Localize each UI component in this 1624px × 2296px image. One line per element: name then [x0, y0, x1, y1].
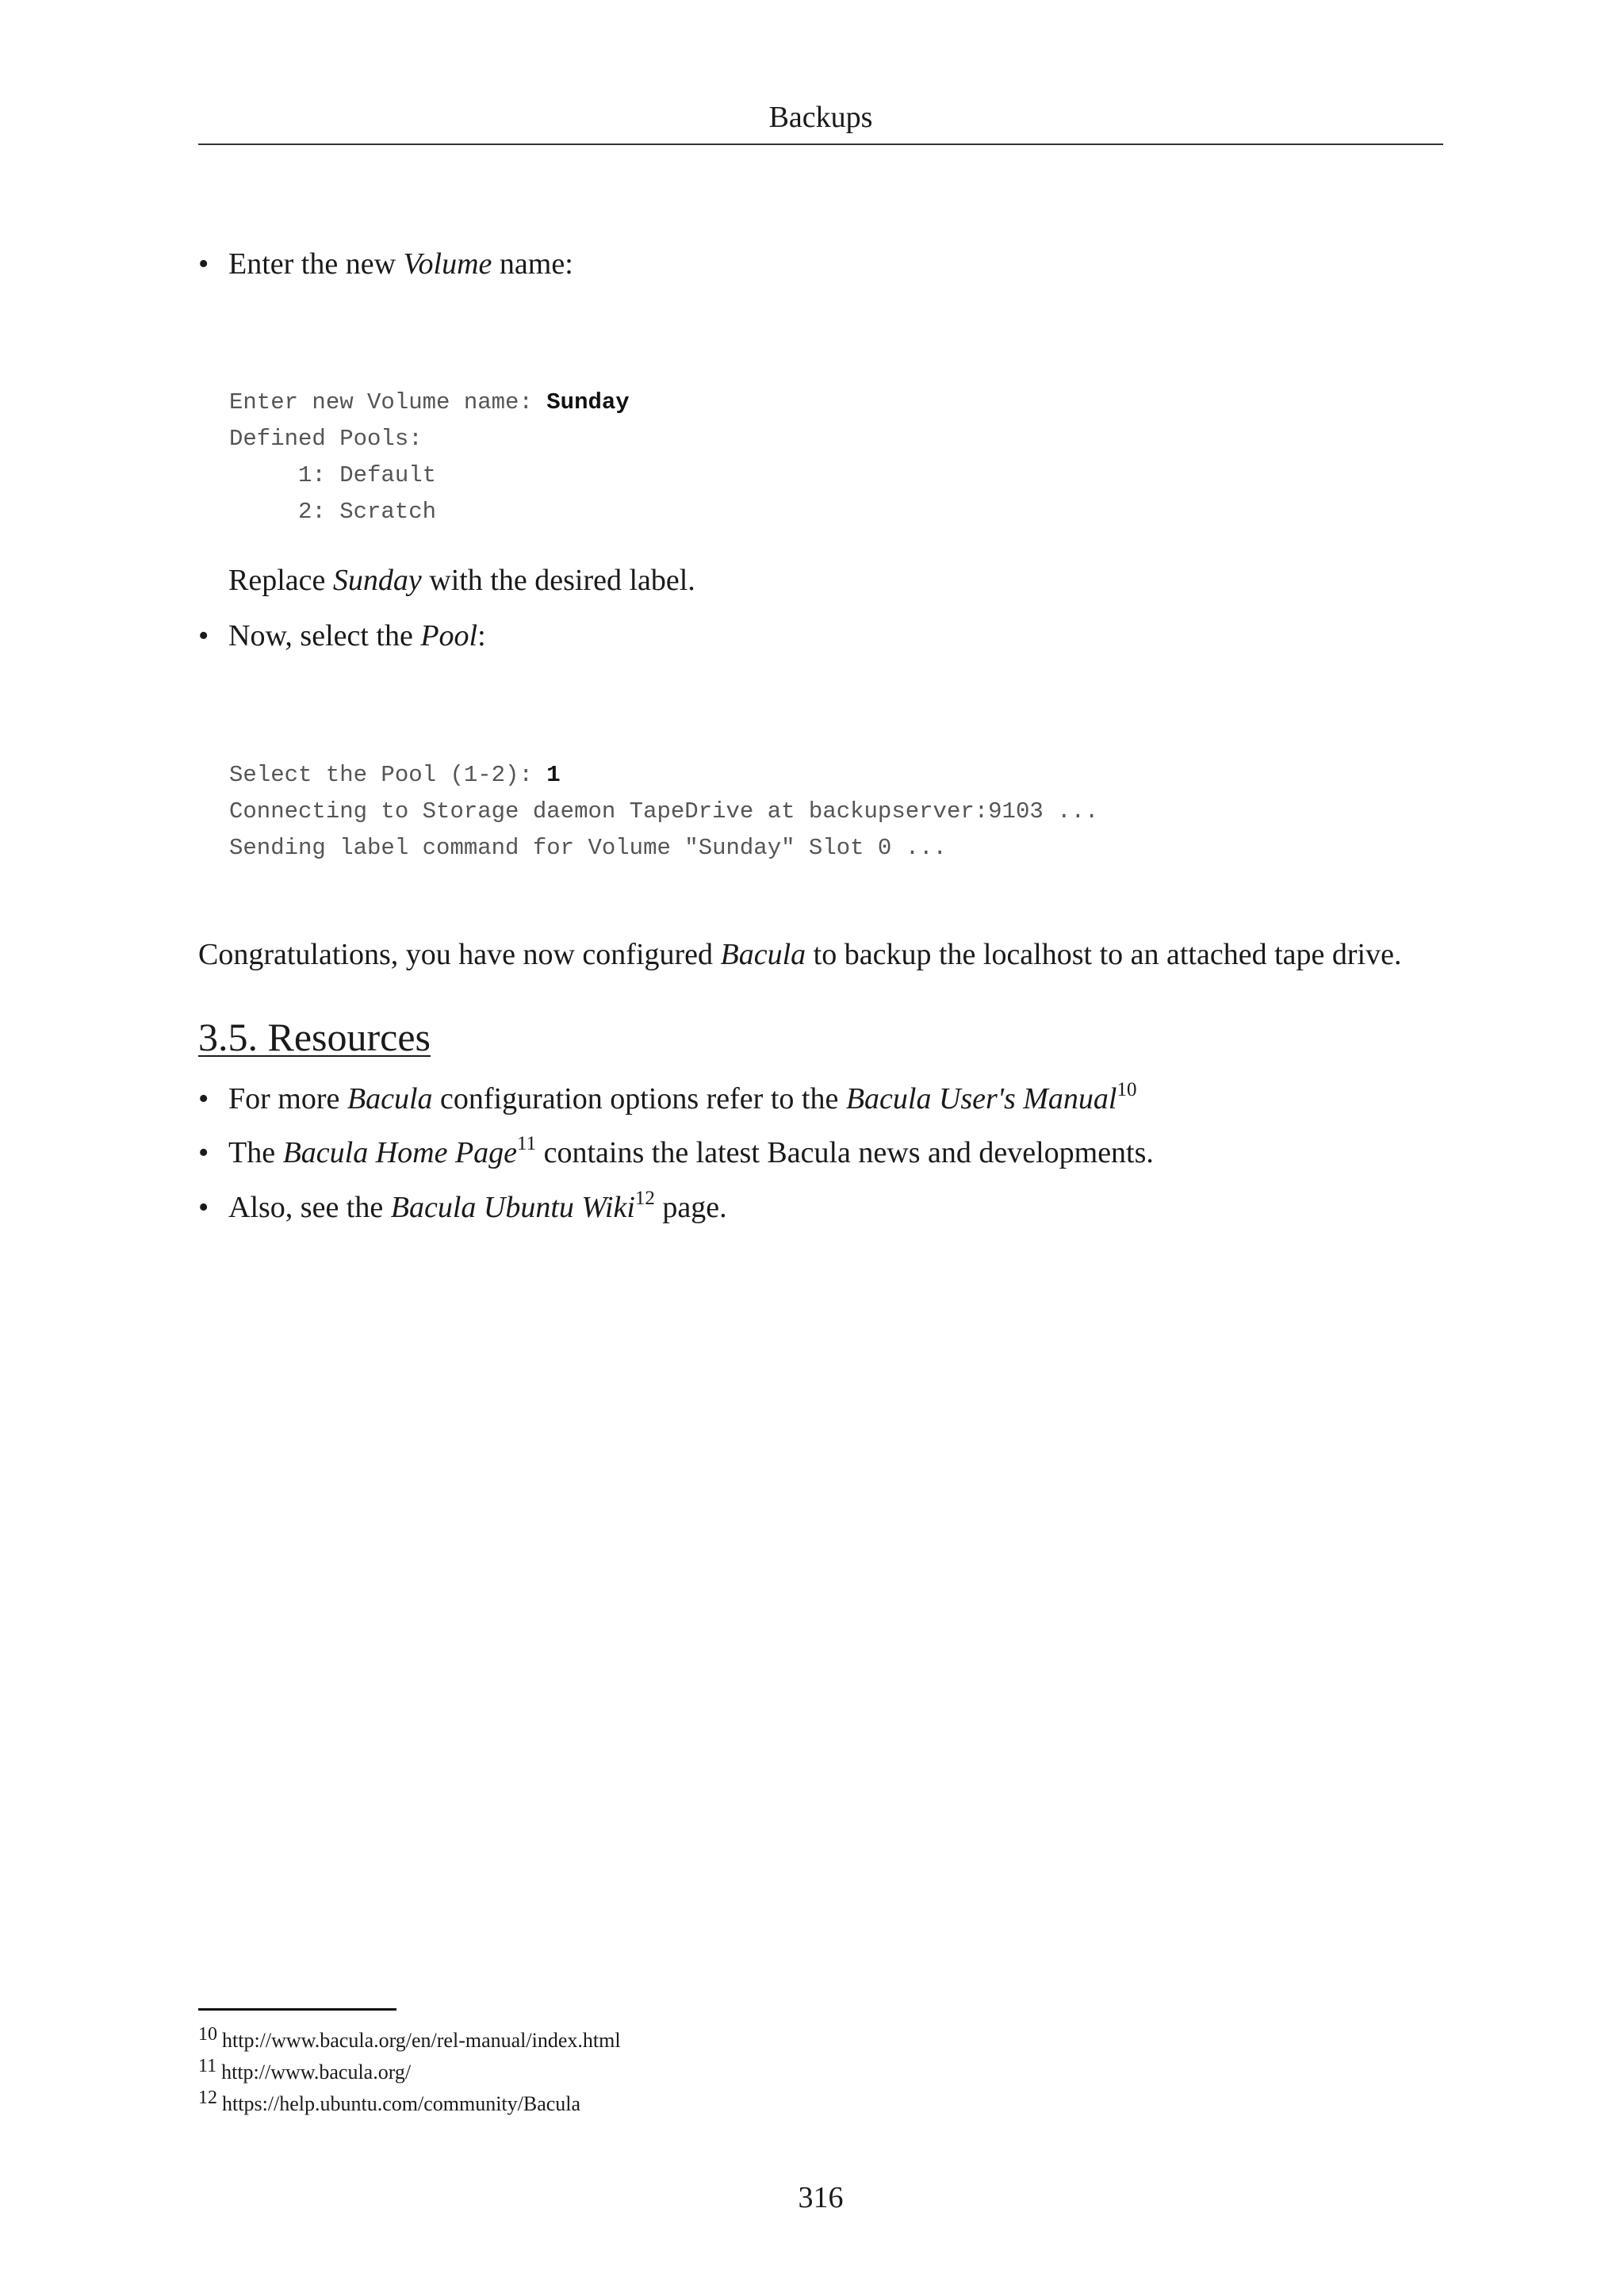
link-bacula-home-page[interactable]: Bacula Home Page [282, 1136, 518, 1169]
footnote-rule [198, 2008, 396, 2011]
footnote-ref[interactable]: 12 [634, 1188, 655, 1209]
footnote [198, 2056, 412, 2086]
bullet-text: The Bacula Home Page$^{11}$ contains the latest Bacula news and developments. [228, 1133, 1154, 1169]
footnote-url[interactable]: http://www.bacula.org/en/rel-manual/index.html [222, 2029, 621, 2052]
bullet-marker: • [198, 1136, 209, 1169]
code-line: Select the Pool (1-2): 1 [229, 762, 561, 788]
code-line: 1: Default [229, 462, 437, 488]
bullet-text: Also, see the Bacula Ubuntu Wiki$^{12}$ page. [228, 1188, 727, 1224]
footnote [198, 2087, 581, 2118]
code-line: Defined Pools: [229, 426, 423, 452]
footnote [198, 2024, 621, 2054]
page-number: 316 [798, 2181, 844, 2214]
code-user-input: 1 [546, 762, 561, 788]
link-bacula-manual[interactable]: Bacula User's Manual [845, 1082, 1117, 1115]
conclusion-paragraph: Congratulations, you have now configured Bacula to backup the localhost to an attached tape drive. [198, 938, 1402, 971]
footnote-url[interactable]: https://help.ubuntu.com/community/Bacula [222, 2092, 581, 2115]
page-header: Backups [768, 101, 873, 134]
footnote-url[interactable]: http://www.bacula.org/ [221, 2061, 412, 2084]
replace-note: Replace Sunday with the desired label. [228, 564, 695, 597]
footnote-number: 11 [198, 2056, 217, 2076]
code-line: Connecting to Storage daemon TapeDrive at backupserver:9103 ... [229, 798, 1099, 825]
footnote-number: 12 [198, 2087, 217, 2108]
code-line: Enter new Volume name: Sunday [229, 389, 630, 415]
bullet-text: Now, select the Pool: [228, 619, 486, 652]
footnote-ref[interactable]: 10 [1116, 1079, 1137, 1100]
bullet-text: For more Bacula configuration options refer to the Bacula User's Manual$^{10}$ [228, 1079, 1137, 1115]
link-bacula-ubuntu-wiki[interactable]: Bacula Ubuntu Wiki [390, 1191, 635, 1224]
bullet-marker: • [198, 619, 209, 652]
footnote-ref[interactable]: 11 [517, 1133, 537, 1154]
bullet-text: Enter the new Volume name: [228, 247, 573, 281]
code-user-input: Sunday [546, 389, 630, 415]
header-rule [198, 144, 1443, 145]
footnote-number: 10 [198, 2024, 217, 2045]
bullet-marker: • [198, 1082, 209, 1115]
bullet-marker: • [198, 247, 209, 281]
bullet-marker: • [198, 1191, 209, 1224]
code-line: 2: Scratch [229, 499, 437, 525]
section-title-resources: 3.5. Resources [198, 1015, 431, 1059]
code-line: Sending label command for Volume "Sunday" Slot 0 ... [229, 835, 947, 861]
